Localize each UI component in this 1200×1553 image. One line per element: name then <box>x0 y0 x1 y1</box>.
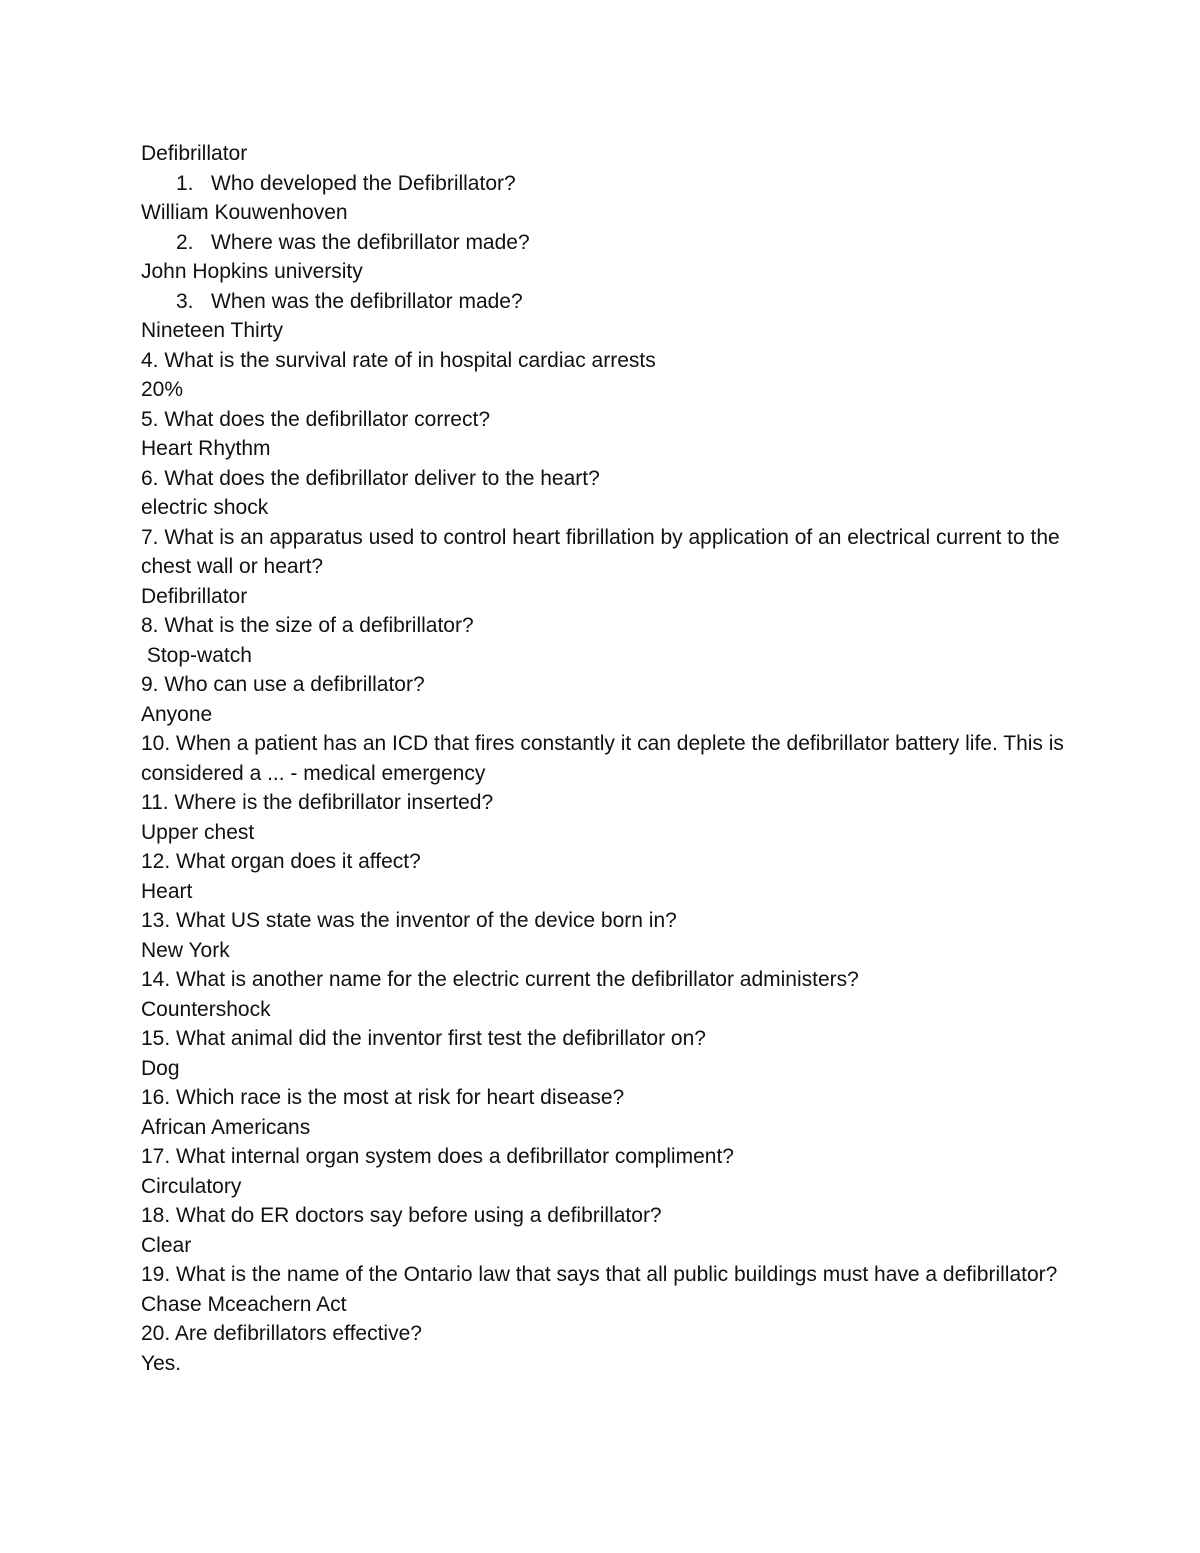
list-item <box>141 228 1081 258</box>
answer-text: Defibrillator <box>141 584 248 608</box>
question-text: 20. Are defibrillators effective? <box>141 1322 422 1345</box>
question-text: 18. What do ER doctors say before using a defibrillator? <box>141 1204 662 1227</box>
answer-text: Upper chest <box>141 820 255 844</box>
list-item <box>141 169 1081 199</box>
answer-text: William Kouwenhoven <box>141 201 348 224</box>
question-text: 14. What is another name for the electric current the defibrillator administers? <box>141 968 859 991</box>
question-text: 5. What does the defibrillator correct? <box>141 407 491 431</box>
list-number: 2. <box>176 230 194 254</box>
question-text: 8. What is the size of a defibrillator? <box>141 614 474 637</box>
answer-text: 20% <box>141 378 184 401</box>
question-text: 17. What internal organ system does a defibrillator compliment? <box>141 1145 734 1168</box>
document-title: Defibrillator <box>141 142 248 165</box>
question-text: 11. Where is the defibrillator inserted? <box>141 791 494 814</box>
list-item <box>141 287 1081 317</box>
answer-text: John Hopkins university <box>141 260 363 283</box>
list-number: 3. <box>176 289 194 313</box>
answer-text: Clear <box>141 1233 192 1257</box>
question-text: 12. What organ does it affect? <box>141 850 421 873</box>
answer-text: electric shock <box>141 496 269 519</box>
question-text: 4. What is the survival rate of in hospital cardiac arrests <box>141 348 656 372</box>
answer-text: Stop-watch <box>141 643 252 667</box>
question-text: 6. What does the defibrillator deliver to the heart? <box>141 466 600 490</box>
answer-text: Countershock <box>141 997 271 1021</box>
answer-text: Yes. <box>141 1351 182 1375</box>
question-text: 9. Who can use a defibrillator? <box>141 673 425 696</box>
question-text: Who developed the Defibrillator? <box>211 171 516 195</box>
answer-text: Anyone <box>141 702 213 726</box>
answer-text: Circulatory <box>141 1174 242 1198</box>
question-text: 7. What is an apparatus used to control heart fibrillation by application of an electrical current to the chest wall or heart? <box>141 525 1060 578</box>
question-text: When was the defibrillator made? <box>211 289 523 313</box>
answer-text: Nineteen Thirty <box>141 319 284 342</box>
answer-text: Chase Mceachern Act <box>141 1292 347 1316</box>
document-page <box>141 139 1081 1378</box>
question-text: 13. What US state was the inventor of the device born in? <box>141 909 677 932</box>
question-text: 19. What is the name of the Ontario law that says that all public buildings must have a defibrillator? <box>141 1263 1058 1286</box>
list-number: 1. <box>176 171 194 195</box>
question-text: 15. What animal did the inventor first test the defibrillator on? <box>141 1027 706 1050</box>
answer-text: Dog <box>141 1056 180 1080</box>
question-text: 16. Which race is the most at risk for heart disease? <box>141 1086 625 1109</box>
answer-text: Heart Rhythm <box>141 437 271 460</box>
question-text: 10. When a patient has an ICD that fires constantly it can deplete the defibrillator battery life. This is considered a ... - medical emergency <box>141 732 1064 785</box>
answer-text: Heart <box>141 879 193 903</box>
question-text: Where was the defibrillator made? <box>211 230 530 254</box>
answer-text: New York <box>141 938 230 962</box>
answer-text: African Americans <box>141 1115 311 1139</box>
